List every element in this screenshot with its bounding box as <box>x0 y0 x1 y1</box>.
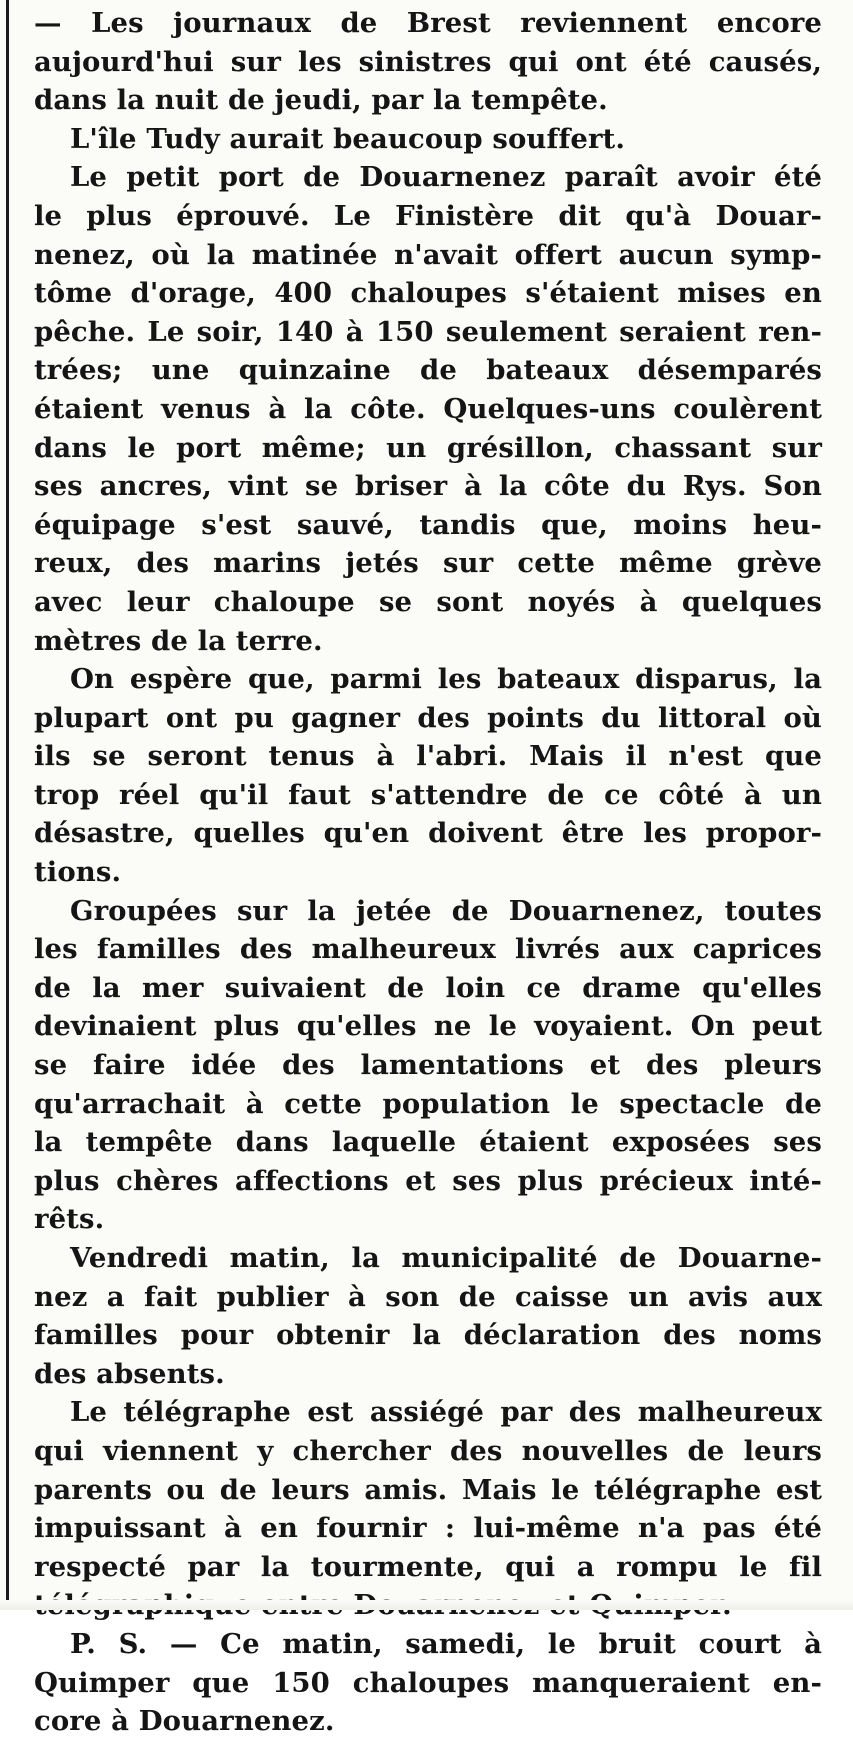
text-line: pêche. Le soir, 140 à 150 seulement seraient ren- <box>34 315 822 348</box>
text-line: impuissant à en fournir : lui-même n'a pas été <box>34 1512 822 1545</box>
text-line: rêts. <box>34 1203 105 1236</box>
text-line: familles pour obtenir la déclaration des noms <box>34 1319 822 1352</box>
text-line: tions. <box>34 856 122 889</box>
text-line: Le télégraphe est assiégé par des malheureux <box>70 1396 822 1429</box>
text-line: se faire idée des lamentations et des pleurs <box>34 1049 822 1082</box>
text-line: de la mer suivaient de loin ce drame qu'elles <box>34 971 822 1004</box>
text-line: nenez, où la matinée n'avait offert aucun symp- <box>34 238 822 271</box>
text-line: plus chères affections et ses plus précieux inté- <box>34 1164 822 1197</box>
text-line: parents ou de leurs amis. Mais le télégraphe est <box>34 1473 822 1506</box>
text-line: les familles des malheureux livrés aux caprices <box>34 933 822 966</box>
text-line: avec leur chaloupe se sont noyés à quelques <box>34 585 822 618</box>
text-line: Le petit port de Douarnenez paraît avoir été <box>70 161 822 194</box>
text-line: trop réel qu'il faut s'attendre de ce côté à un <box>34 778 822 811</box>
paragraph-missing-boats <box>34 660 822 892</box>
text-line: Vendredi matin, la municipalité de Douarne- <box>70 1242 822 1274</box>
text-line: L'île Tudy aurait beaucoup souffert. <box>70 122 626 155</box>
text-line: dans le port même; un grésillon, chassant sur <box>34 431 822 464</box>
text-line: dans la nuit de jeudi, par la tempête. <box>34 84 608 117</box>
paragraph-douarnenez-port <box>34 158 822 660</box>
text-line: Groupées sur la jetée de Douarnenez, toutes <box>70 894 822 927</box>
paragraph-ile-tudy <box>34 120 822 159</box>
text-line: respecté par la tourmente, qui a rompu le fil <box>34 1550 822 1583</box>
text-line: plupart ont pu gagner des points du littoral où <box>34 701 822 734</box>
clipping-bottom-edge <box>0 1600 853 1610</box>
text-line: équipage s'est sauvé, tandis que, moins heu- <box>34 508 822 541</box>
text-line: nez a fait publier à son de caisse un avis aux <box>34 1280 822 1313</box>
text-line: devinaient plus qu'elles ne le voyaient. On peut <box>34 1010 822 1043</box>
text-line: la tempête dans laquelle étaient exposées ses <box>34 1126 822 1159</box>
text-line: Quimper que 150 chaloupes manqueraient en- <box>34 1666 822 1699</box>
paragraph-municipality-notice <box>34 1239 822 1393</box>
text-line: étaient venus à la côte. Quelques-uns coulèrent <box>34 392 822 425</box>
text-line: trées; une quinzaine de bateaux désemparés <box>34 354 822 387</box>
column-rule <box>6 0 9 1610</box>
article-column <box>34 4 822 1741</box>
text-line: ses ancres, vint se briser à la côte du Rys. Son <box>34 470 822 503</box>
text-line: reux, des marins jetés sur cette même grève <box>34 547 822 580</box>
paragraph-telegraph <box>34 1393 822 1625</box>
text-line: tôme d'orage, 400 chaloupes s'étaient mises en <box>34 277 822 310</box>
paragraph-brest-journals <box>34 4 822 120</box>
text-line: désastre, quelles qu'en doivent être les propor- <box>34 817 822 850</box>
text-line: le plus éprouvé. Le Finistère dit qu'à Douar- <box>34 199 822 232</box>
text-line: P. S. — Ce matin, samedi, le bruit court à <box>70 1627 822 1660</box>
text-line: core à Douarnenez. <box>34 1705 335 1738</box>
paragraph-families-on-jetty <box>34 892 822 1239</box>
text-line: On espère que, parmi les bateaux disparus, la <box>70 663 822 696</box>
paragraph-postscript <box>34 1625 822 1741</box>
text-line: des absents. <box>34 1357 225 1390</box>
text-line: qui viennent y chercher des nouvelles de leurs <box>34 1434 822 1467</box>
text-line: ils se seront tenus à l'abri. Mais il n'est que <box>34 740 822 773</box>
text-line: — Les journaux de Brest reviennent encore <box>34 7 822 39</box>
text-line: qu'arrachait à cette population le spectacle de <box>34 1087 822 1120</box>
text-line: aujourd'hui sur les sinistres qui ont été causés, <box>34 45 822 78</box>
text-line: mètres de la terre. <box>34 624 323 657</box>
